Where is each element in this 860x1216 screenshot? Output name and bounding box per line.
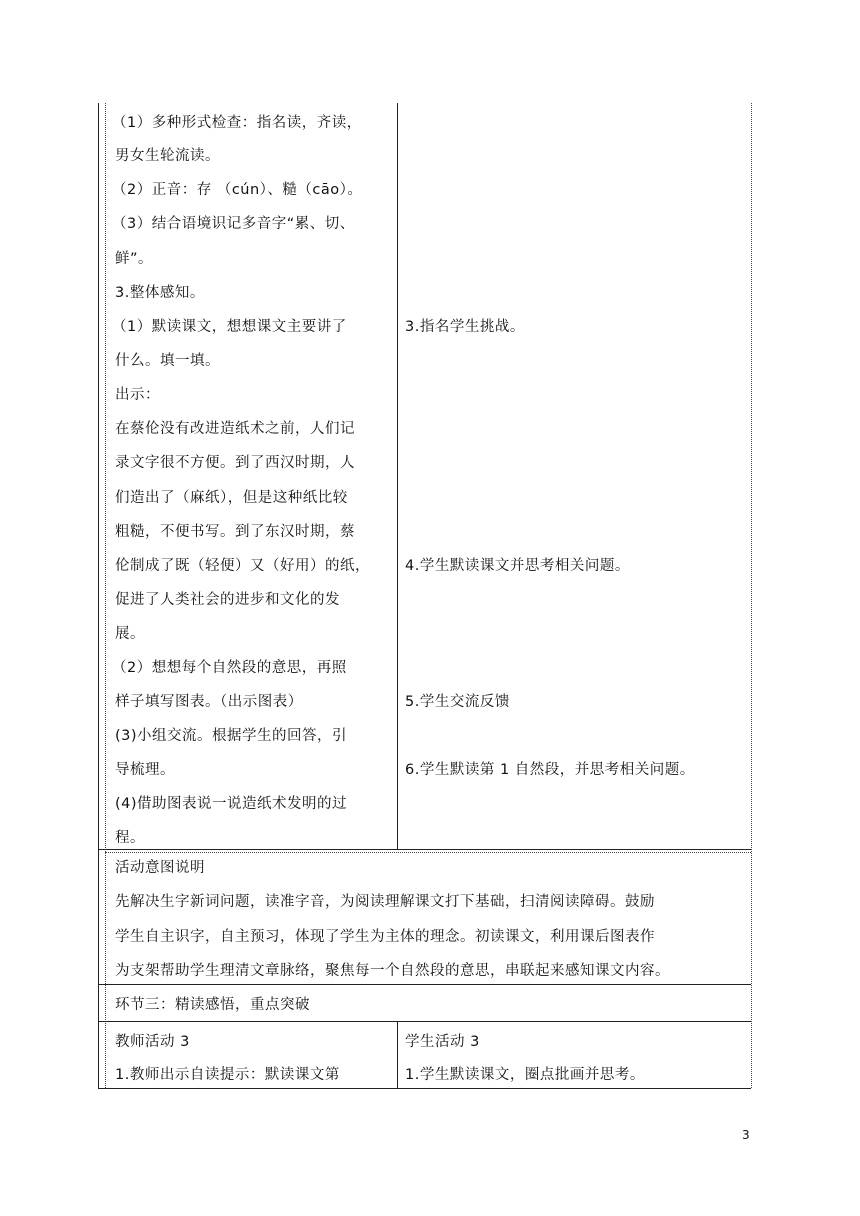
left-line-11: 录文字很不方便。到了西汉时期，人: [115, 455, 355, 471]
left-line-3: （2）正音：存 （cún）、糙（cāo）。: [112, 182, 363, 198]
row-divider-2: [98, 984, 751, 985]
intent-line-3: 为支架帮助学生理清文章脉络，聚焦每一个自然段的意思，串联起来感知课文内容。: [115, 963, 670, 979]
left-line-22: 程。: [115, 830, 145, 846]
page-number: 3: [742, 1128, 750, 1142]
right-item-6: 6.学生默读第 1 自然段，并思考相关问题。: [405, 762, 695, 778]
left-line-6: 3.整体感知。: [115, 285, 205, 301]
left-line-1: （1）多种形式检查：指名读，齐读，: [112, 115, 362, 131]
left-line-12: 们造出了（麻纸），但是这种纸比较: [115, 490, 348, 506]
left-line-4: （3）结合语境识记多音字“累、切、: [112, 216, 355, 232]
column-divider-top: [397, 103, 398, 849]
right-item-3: 3.指名学生挑战。: [405, 319, 525, 335]
left-line-20: 导梳理。: [115, 762, 175, 778]
table-right-border: [751, 103, 752, 1088]
row-divider-3: [98, 1021, 751, 1022]
intent-line-1: 先解决生字新词问题，读准字音，为阅读理解课文打下基础，扫清阅读障碍。鼓励: [115, 894, 655, 910]
row-divider-1b: [105, 852, 751, 853]
left-line-8: 什么。填一填。: [115, 353, 220, 369]
left-line-9: 出示：: [115, 387, 160, 403]
teacher-activity-3-line-1: 1.教师出示自读提示：默读课文第: [115, 1067, 340, 1083]
left-line-16: 展。: [115, 626, 145, 642]
table-inner-left-border: [105, 103, 106, 1088]
left-line-21: (4)借助图表说一说造纸术发明的过: [115, 796, 348, 812]
left-line-7: （1）默读课文，想想课文主要讲了: [112, 319, 347, 335]
column-divider-bottom: [397, 1021, 398, 1088]
left-line-17: （2）想想每个自然段的意思，再照: [112, 660, 347, 676]
section3-title: 环节三：精读感悟，重点突破: [115, 997, 310, 1013]
student-activity-3-line-1: 1.学生默读课文，圈点批画并思考。: [405, 1067, 645, 1083]
teacher-activity-3-title: 教师活动 3: [115, 1034, 190, 1050]
intent-title: 活动意图说明: [115, 860, 205, 876]
left-line-19: (3)小组交流。根据学生的回答，引: [115, 728, 348, 744]
left-line-10: 在蔡伦没有改进造纸术之前，人们记: [115, 421, 355, 437]
left-line-18: 样子填写图表。（出示图表）: [115, 694, 303, 710]
right-item-5: 5.学生交流反馈: [405, 694, 510, 710]
table-bottom-border: [98, 1088, 751, 1089]
table-left-border: [98, 103, 99, 1088]
intent-line-2: 学生自主识字，自主预习，体现了学生为主体的理念。初读课文，利用课后图表作: [115, 929, 655, 945]
right-item-4: 4.学生默读课文并思考相关问题。: [405, 558, 630, 574]
student-activity-3-title: 学生活动 3: [405, 1034, 480, 1050]
left-line-2: 男女生轮流读。: [115, 148, 220, 164]
row-divider-1: [98, 849, 751, 850]
left-line-5: 鲜”。: [115, 251, 154, 267]
left-line-13: 粗糙，不便书写。到了东汉时期，蔡: [115, 524, 355, 540]
left-line-15: 促进了人类社会的进步和文化的发: [115, 592, 340, 608]
left-line-14: 伦制成了既（轻便）又（好用）的纸，: [115, 558, 370, 574]
